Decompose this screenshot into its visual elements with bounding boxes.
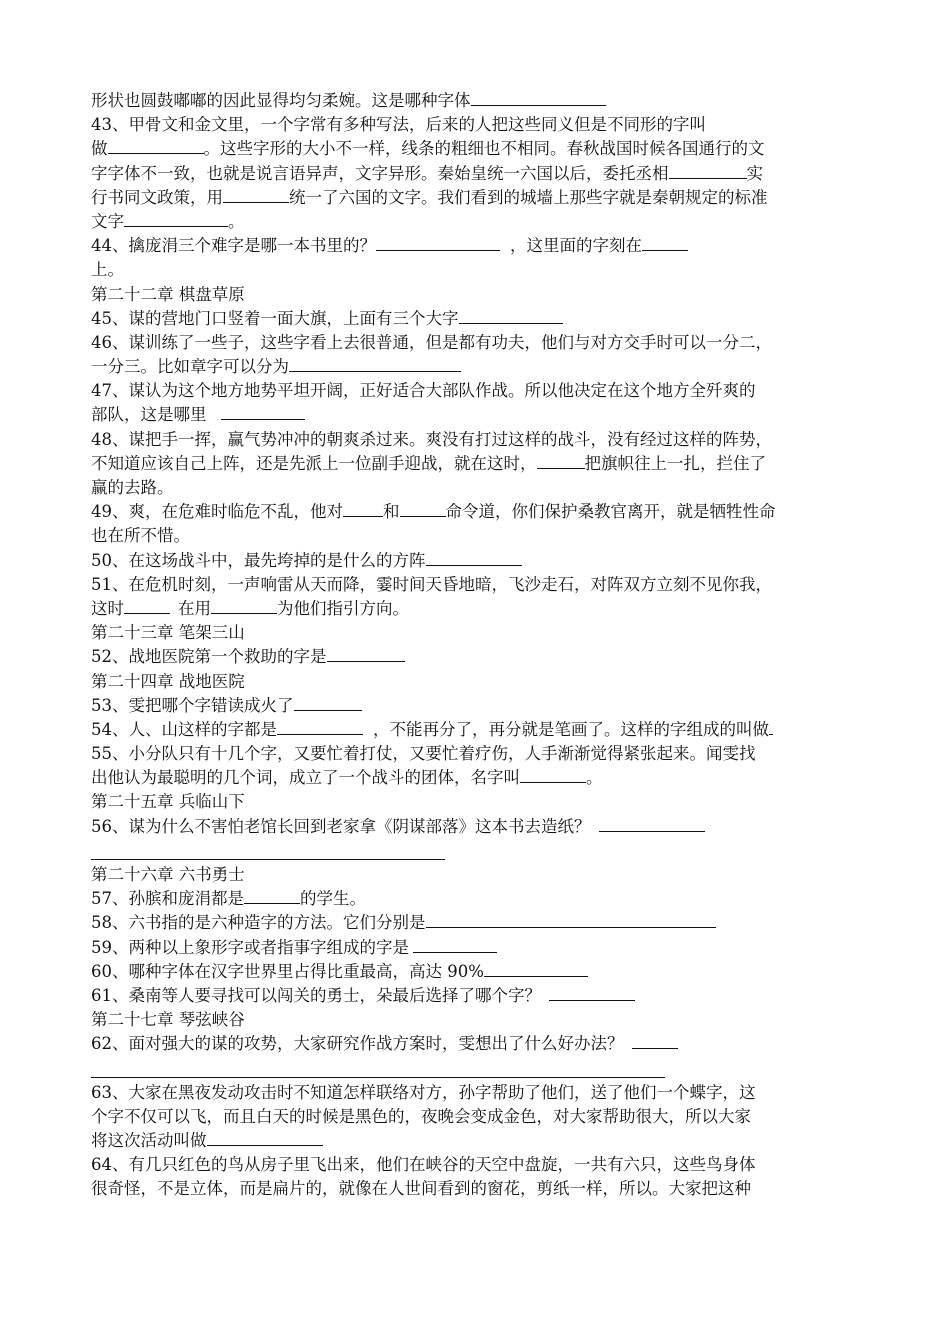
answer-blank[interactable]: [207, 1129, 323, 1146]
question-line: 也在所不惜。: [91, 526, 190, 546]
chapter-heading: 第二十四章 战地医院: [91, 671, 245, 691]
question-53: 53、雯把哪个字错读成火了: [91, 694, 866, 718]
question-49: 49、爽，在危难时临危不乱，他对 和 命令道，你们保护桑教官离开，就是牺牲性命: [91, 502, 776, 522]
answer-line[interactable]: [91, 1057, 866, 1081]
answer-line[interactable]: [91, 839, 866, 863]
answer-blank[interactable]: [459, 307, 563, 324]
question-line: 形状也圆鼓嘟嘟的因此显得均匀柔婉。这是哪种字体: [91, 89, 866, 113]
answer-blank[interactable]: [599, 815, 705, 832]
answer-blank[interactable]: [471, 89, 606, 106]
question-line: 一分三。比如章字可以分为: [91, 355, 866, 379]
answer-blank[interactable]: [294, 694, 362, 711]
question-line: 赢的去路。: [91, 478, 174, 497]
answer-blank[interactable]: [520, 766, 586, 783]
answer-blank[interactable]: [400, 500, 446, 517]
answer-blank[interactable]: [124, 597, 170, 614]
question-60: 60、哪种字体在汉字世界里占得比重最高，高达 90%: [91, 960, 866, 984]
chapter-heading: 第二十五章 兵临山下: [91, 792, 245, 812]
question-50: 50、在这场战斗中，最先垮掉的是什么的方阵: [91, 549, 866, 573]
question-59: 59、两种以上象形字或者指事字组成的字是: [91, 936, 866, 960]
question-line: 文字 。: [91, 211, 245, 231]
answer-blank[interactable]: [484, 960, 588, 977]
answer-blank[interactable]: [221, 403, 305, 420]
question-48: 48、谋把手一挥，赢气势冲冲的朝爽杀过来。爽没有打过这样的战斗，没有经过这样的阵势，: [91, 429, 772, 449]
question-62: 62、面对强大的谋的攻势，大家研究作战方案时，雯想出了什么好办法？: [91, 1032, 866, 1056]
answer-blank[interactable]: [277, 718, 363, 735]
chapter-heading: 第二十三章 笔架三山: [91, 623, 245, 643]
answer-blank[interactable]: [769, 718, 773, 735]
question-line: 很奇怪，不是立体，而是扁片的，就像在人世间看到的窗花，剪纸一样，所以。大家把这种: [91, 1179, 751, 1199]
answer-blank[interactable]: [327, 645, 405, 662]
answer-blank[interactable]: [669, 162, 747, 179]
question-line: 将这次活动叫做: [91, 1129, 866, 1153]
answer-blank[interactable]: [549, 984, 635, 1001]
answer-blank[interactable]: [426, 549, 522, 566]
chapter-heading: 第二十七章 琴弦峡谷: [91, 1010, 245, 1030]
question-61: 61、桑南等人要寻找可以闯关的勇士，朵最后选择了哪个字？: [91, 984, 866, 1008]
question-46: 46、谋训练了一些子，这些字看上去很普通，但是都有功夫，他们与对方交手时可以一分二，: [91, 332, 772, 352]
answer-blank[interactable]: [108, 137, 204, 154]
question-54: 54、人、山这样的字都是 ，不能再分了，再分就是笔画了。这样的字组成的叫做: [91, 718, 866, 742]
question-45: 45、谋的营地门口竖着一面大旗，上面有三个大字: [91, 307, 866, 331]
question-line: 做 。这些字形的大小不一样，线条的粗细也不相同。春秋战国时候各国通行的文: [91, 139, 765, 159]
answer-blank[interactable]: [537, 452, 585, 469]
question-47: 47、谋认为这个地方地势平坦开阔，正好适合大部队作战。所以他决定在这个地方全歼爽的: [91, 381, 756, 401]
question-line: 部队，这是哪里: [91, 403, 866, 427]
answer-blank[interactable]: [211, 597, 277, 614]
question-58: 58、六书指的是六种造字的方法。它们分别是: [91, 911, 866, 935]
question-63: 63、大家在黑夜发动攻击时不知道怎样联络对方，孙字帮助了他们，送了他们一个蝶字，这: [91, 1082, 756, 1102]
chapter-heading: 第二十六章 六书勇士: [91, 865, 245, 884]
answer-blank[interactable]: [289, 355, 461, 372]
worksheet-page: [91, 89, 866, 1202]
answer-blank[interactable]: [426, 911, 716, 928]
answer-blank[interactable]: [244, 887, 300, 904]
question-44: 44、擒庞涓三个难字是哪一本书里的？ ，这里面的字刻在: [91, 234, 866, 258]
answer-blank[interactable]: [642, 234, 688, 251]
question-57: 57、孙膑和庞涓都是 的学生。: [91, 889, 366, 909]
question-line: 个字不仅可以飞，而且白天的时候是黑色的，夜晚会变成金色，对大家帮助很大，所以大家: [91, 1106, 751, 1126]
answer-blank[interactable]: [376, 234, 500, 251]
question-56: 56、谋为什么不害怕老馆长回到老家拿《阴谋部落》这本书去造纸？: [91, 815, 866, 839]
answer-blank[interactable]: [343, 500, 383, 517]
question-line: 行书同文政策，用 统一了六国的文字。我们看到的城墙上那些字就是秦朝规定的标准: [91, 187, 768, 207]
question-line: 字字体不一致，也就是说言语异声，文字异形。秦始皇统一六国以后，委托丞相 实: [91, 163, 763, 183]
question-55: 55、小分队只有十几个字，又要忙着打仗，又要忙着疗伤，人手渐渐觉得紧张起来。闻雯找: [91, 744, 756, 764]
question-line: 不知道应该自己上阵，还是先派上一位副手迎战，就在这时， 把旗帜往上一扎，拦住了: [91, 453, 766, 473]
question-43: 43、甲骨文和金文里，一个字常有多种写法，后来的人把这些同义但是不同形的字叫: [91, 115, 706, 135]
question-line: 出他认为最聪明的几个词，成立了一个战斗的团体，名字叫 。: [91, 768, 603, 788]
question-line: 这时 在用 为他们指引方向。: [91, 598, 409, 618]
chapter-heading: 第二十二章 棋盘草原: [91, 284, 245, 304]
answer-blank[interactable]: [413, 936, 497, 953]
answer-blank[interactable]: [632, 1032, 678, 1049]
question-64: 64、有几只红色的鸟从房子里飞出来，他们在峡谷的天空中盘旋，一共有六只，这些鸟身体: [91, 1155, 756, 1175]
answer-blank[interactable]: [223, 186, 289, 203]
question-line: 上。: [91, 260, 124, 280]
answer-blank[interactable]: [124, 210, 228, 227]
question-51: 51、在危机时刻，一声响雷从天而降，霎时间天昏地暗，飞沙走石，对阵双方立刻不见你我，: [91, 574, 772, 594]
question-52: 52、战地医院第一个救助的字是: [91, 645, 866, 669]
